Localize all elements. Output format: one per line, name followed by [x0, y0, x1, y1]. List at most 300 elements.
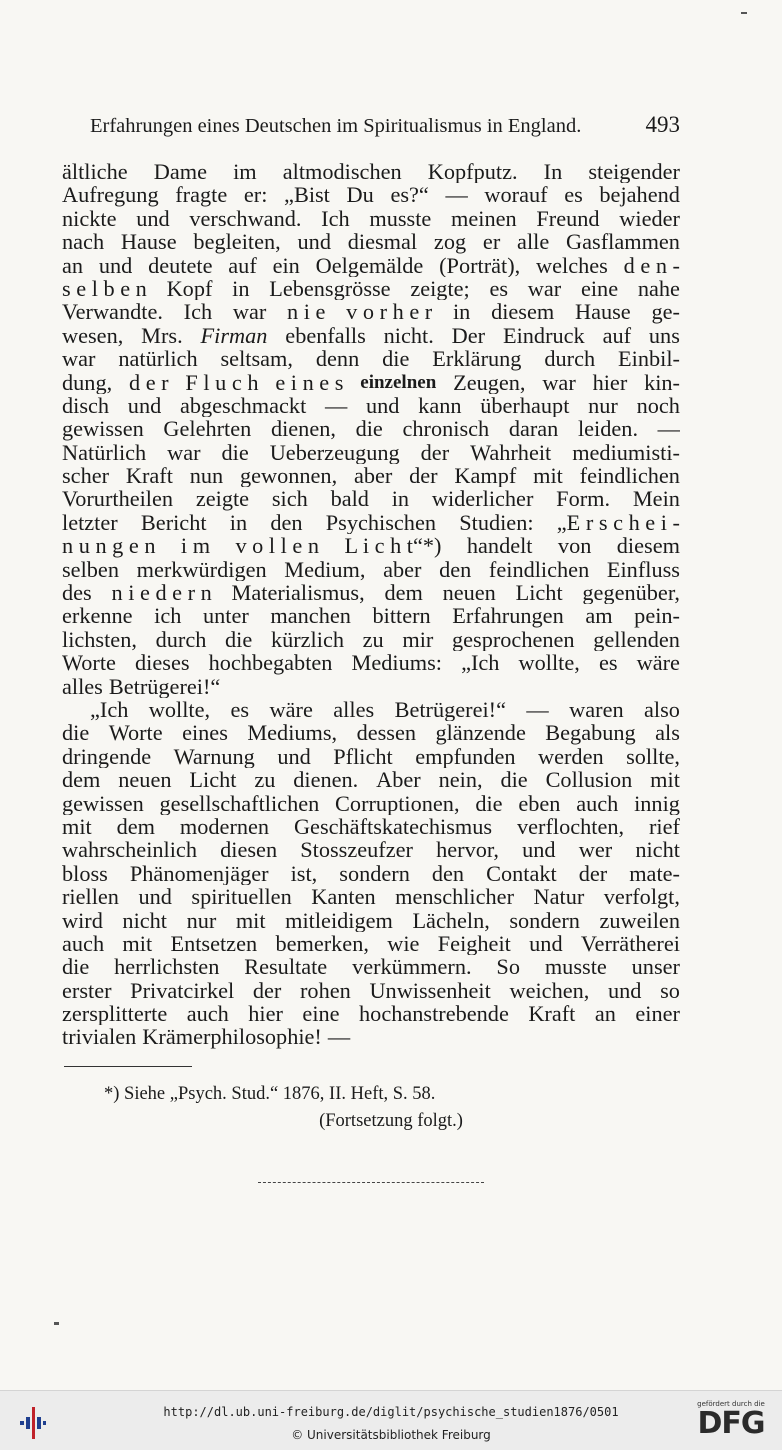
word: handelt	[466, 534, 533, 558]
word: Unwissenheit	[369, 978, 491, 1003]
word: hervor,	[436, 838, 499, 862]
word: eine	[580, 276, 619, 301]
word: und	[608, 978, 642, 1003]
word: den	[431, 861, 465, 886]
word: und	[529, 931, 563, 956]
word: F l u c h	[185, 370, 259, 394]
word: Begabung	[545, 721, 636, 745]
word: eines	[182, 721, 228, 745]
word: alle	[517, 230, 550, 254]
word: Mein	[632, 487, 680, 511]
word: „E r s c h e i -	[556, 510, 680, 535]
word: wer	[578, 838, 613, 862]
text-line	[62, 604, 680, 627]
word: im	[233, 160, 257, 184]
word: noch	[636, 393, 680, 418]
word: dienen.	[293, 768, 359, 792]
word: so	[660, 978, 680, 1003]
word: eine	[302, 1002, 340, 1026]
word: modernen	[179, 814, 270, 839]
word: Verrätherei	[580, 931, 680, 956]
text-line	[62, 558, 680, 581]
text-line	[62, 487, 680, 510]
word: v o l l e n	[235, 534, 320, 558]
word: scher	[62, 464, 110, 488]
word: daran	[508, 417, 559, 441]
word: dringende	[62, 744, 152, 769]
word: spirituellen	[191, 885, 292, 909]
word: Form.	[556, 487, 611, 511]
word: altmodischen	[282, 160, 402, 184]
word: Betrügerei!“	[108, 674, 221, 698]
word: (Porträt),	[439, 253, 521, 277]
dfg-caption: gefördert durch die	[697, 1400, 765, 1408]
word: Wahrheit	[470, 440, 552, 465]
word: seltsam,	[220, 347, 293, 371]
word: nein,	[438, 768, 483, 792]
word: worauf	[484, 183, 548, 207]
word: Feigheit	[437, 931, 511, 956]
word: Entsetzen	[170, 931, 258, 956]
word: mate-	[629, 861, 680, 886]
word: „Ich	[90, 697, 129, 722]
word: neuen	[442, 581, 496, 605]
text-line	[62, 183, 680, 206]
word: —	[327, 1025, 351, 1049]
word: Stosszeufzer	[300, 838, 413, 862]
word: zeigte;	[410, 276, 470, 301]
word: pein-	[634, 604, 680, 628]
word: uns	[648, 323, 680, 348]
word: s e l b e n	[62, 276, 147, 301]
word: hier	[248, 1002, 283, 1026]
word: diesmal	[347, 230, 418, 254]
word: verschwand.	[189, 206, 302, 231]
word: es?“	[390, 183, 429, 207]
word: nicht.	[383, 323, 434, 348]
word: dienen,	[270, 417, 336, 441]
word: bloss	[62, 861, 108, 886]
text-line	[62, 628, 680, 651]
word: gellenden	[593, 627, 680, 652]
word: n i e d e r n	[111, 581, 212, 605]
word: —	[526, 697, 549, 722]
word: war	[167, 440, 201, 465]
end-rule	[258, 1182, 484, 1184]
word: Licht	[515, 581, 563, 605]
word: wäre	[269, 697, 313, 722]
word: und	[98, 253, 133, 277]
word: —	[324, 393, 348, 418]
word: lichsten,	[62, 627, 137, 652]
word: in	[391, 487, 410, 511]
page-number: 493	[645, 112, 680, 137]
word: nach	[62, 230, 105, 254]
word: war	[542, 370, 576, 394]
word: und	[138, 885, 172, 909]
word: welches	[536, 253, 608, 277]
word: Contakt	[486, 861, 557, 886]
word: fragte	[175, 183, 228, 207]
word: Krämerphilosophie!	[142, 1025, 322, 1049]
word: den	[270, 510, 303, 535]
word: dessen	[356, 721, 417, 745]
word: Hause	[120, 230, 177, 254]
word: d e r	[128, 370, 169, 394]
word: wieder	[619, 206, 680, 231]
text-line	[62, 394, 680, 417]
word: alles	[333, 697, 375, 722]
word: widerlicher	[431, 487, 534, 511]
word: sondern	[509, 908, 580, 932]
word: auch	[576, 791, 619, 815]
word: Corruptionen,	[335, 791, 460, 815]
word: die	[382, 347, 410, 371]
word: innig	[634, 791, 680, 815]
word: ge-	[651, 300, 680, 324]
word: dem	[62, 768, 101, 792]
text-line	[62, 534, 680, 557]
word: Kraft	[528, 1002, 576, 1026]
word: Ich	[321, 206, 350, 231]
word: Lebensgrösse	[269, 276, 391, 301]
word: d e n -	[623, 253, 680, 277]
word: bemerken,	[275, 931, 369, 956]
word: kann	[418, 393, 462, 418]
word: und	[366, 393, 400, 418]
word: ist,	[290, 861, 318, 886]
word: gewonnen,	[239, 464, 338, 488]
word: e i n e s	[275, 370, 344, 394]
text-line	[62, 721, 680, 744]
word: Pflicht	[333, 744, 393, 769]
word: es	[230, 697, 250, 722]
scan-mark	[741, 12, 747, 14]
word: In	[543, 160, 563, 184]
word: und	[522, 838, 556, 862]
word: neuen	[118, 768, 172, 792]
text-line	[62, 417, 680, 440]
word: der	[420, 440, 450, 465]
text-line	[62, 932, 680, 955]
footnote-rule	[64, 1066, 192, 1067]
word: —	[445, 183, 468, 207]
word: Natürlich	[62, 440, 147, 465]
word: rohen	[300, 978, 351, 1003]
word: verflochten,	[516, 814, 625, 839]
word: einzelnen	[360, 371, 437, 393]
text-line	[62, 862, 680, 885]
word: bejahend	[599, 183, 680, 207]
word: mediumisti-	[572, 440, 680, 465]
word: Mediums,	[247, 721, 338, 745]
word: an	[594, 1002, 616, 1026]
word: Phänomenjäger	[129, 861, 269, 886]
word: ein	[272, 253, 300, 277]
word: musste	[369, 206, 432, 231]
word: waren	[569, 697, 624, 722]
text-line	[62, 792, 680, 815]
word: Kanten	[311, 885, 376, 909]
word: also	[644, 697, 680, 722]
word: nur	[186, 908, 217, 932]
text-line	[62, 464, 680, 487]
word: Geschäftskatechismus	[293, 814, 493, 839]
word: am	[585, 604, 613, 628]
word: disch	[62, 393, 110, 418]
word: sollte,	[626, 744, 680, 769]
word: in	[229, 510, 248, 535]
word: zog	[433, 230, 467, 254]
word: Du	[346, 183, 374, 207]
word: riellen	[62, 885, 119, 909]
text-line	[62, 1002, 680, 1025]
word: der	[252, 978, 282, 1003]
word: leiden.	[577, 417, 639, 441]
word: dung,	[62, 370, 113, 394]
copyright-notice: © Universitätsbibliothek Freiburg	[291, 1428, 491, 1442]
word: die	[62, 955, 90, 979]
text-line	[62, 675, 680, 698]
word: die	[221, 440, 249, 465]
word: Freund	[536, 206, 600, 231]
word: an	[62, 253, 84, 277]
word: Vorurtheilen	[62, 487, 174, 511]
word: Dame	[153, 160, 207, 184]
word: verkümmern.	[352, 955, 472, 979]
word: mit	[533, 464, 563, 488]
word: zu	[254, 768, 276, 792]
running-title: Erfahrungen eines Deutschen im Spiritualismus in England.	[90, 115, 582, 137]
word: er	[482, 230, 501, 254]
word: gewissen	[62, 417, 144, 441]
word: wollte,	[518, 651, 580, 675]
word: auf	[228, 253, 257, 277]
word: nun	[189, 464, 224, 488]
word: mir	[402, 627, 434, 652]
text-line	[62, 979, 680, 1002]
word: trivialen	[62, 1025, 137, 1049]
word: erkenne	[62, 604, 133, 628]
running-head	[90, 112, 680, 140]
word: auch	[186, 1002, 229, 1026]
word: durch	[155, 627, 207, 652]
word: deutete	[148, 253, 213, 277]
text-line	[62, 160, 680, 183]
word: aber	[353, 464, 393, 488]
word: feindlichen	[488, 557, 590, 582]
word: letzter	[62, 510, 118, 535]
word: Licht	[189, 768, 237, 792]
word: Collusion	[545, 768, 633, 792]
word: überhaupt	[480, 393, 570, 418]
continuation-text: (Fortsetzung folgt.)	[319, 1111, 463, 1131]
word: es	[564, 183, 583, 207]
word: Einfluss	[606, 557, 680, 582]
word: gewissen	[62, 791, 144, 815]
word: zu	[362, 627, 384, 652]
word: ebenfalls	[285, 323, 366, 348]
text-line	[62, 511, 680, 534]
word: Kraft	[125, 464, 173, 488]
text-line	[62, 371, 680, 394]
word: Betrügerei!“	[394, 697, 506, 722]
word: nicht	[122, 908, 168, 932]
word: Eindruck	[502, 323, 585, 348]
word: natürlich	[118, 347, 198, 371]
word: eben	[518, 791, 561, 815]
word: die	[225, 627, 253, 652]
word: Aufregung	[62, 183, 159, 207]
word: Mrs.	[141, 323, 183, 348]
continuation-note	[0, 1111, 782, 1132]
word: weichen,	[509, 978, 590, 1003]
word: manchen	[270, 604, 351, 628]
text-line	[62, 698, 680, 721]
word: selben	[62, 557, 119, 582]
word: bittern	[372, 604, 431, 628]
word: mit	[122, 931, 153, 956]
word: Kampf	[454, 464, 517, 488]
word: mitleidigem	[285, 908, 393, 932]
word: den	[439, 557, 472, 582]
word: Einbil-	[618, 347, 680, 371]
word: sich	[271, 487, 308, 511]
word: „Bist	[284, 183, 330, 207]
word: aber	[383, 557, 422, 582]
word: Firman	[200, 323, 268, 348]
word: diesem	[491, 300, 555, 324]
word: als	[655, 721, 680, 745]
word: —	[657, 417, 680, 441]
footer-bar	[0, 1390, 782, 1450]
word: einer	[635, 1002, 680, 1026]
word: Gelehrten	[163, 417, 252, 441]
word: in	[452, 300, 471, 324]
word: n u n g e n	[62, 534, 156, 558]
word: durch	[544, 347, 596, 371]
word: steigender	[588, 160, 680, 184]
word: i m	[180, 534, 211, 558]
word: empfunden	[415, 744, 516, 769]
dfg-logo: DFG	[697, 1406, 765, 1441]
word: sondern	[339, 861, 410, 886]
word: die	[62, 721, 90, 745]
word: hochbegabten	[208, 651, 333, 675]
word: unter	[203, 604, 249, 628]
word: Natur	[533, 885, 585, 909]
text-line	[62, 300, 680, 323]
text-line	[62, 207, 680, 230]
word: auch	[62, 931, 105, 956]
word: diesem	[616, 534, 680, 558]
word: Mediums:	[351, 651, 442, 675]
word: begleiten,	[193, 230, 281, 254]
word: mit	[650, 768, 680, 792]
word: die	[500, 768, 528, 792]
word: Worte	[108, 721, 163, 745]
word: auf	[602, 323, 632, 348]
word: wie	[387, 931, 420, 956]
word: hier	[592, 370, 628, 394]
word: Bericht	[140, 510, 207, 535]
text-line	[62, 230, 680, 253]
word: denn	[315, 347, 360, 371]
word: merkwürdigen	[136, 557, 267, 582]
word: kin-	[644, 370, 680, 394]
text-line	[62, 838, 680, 861]
word: werden	[538, 744, 604, 769]
word: Verwandte.	[62, 300, 163, 324]
word: Lächeln,	[412, 908, 490, 932]
word: meinen	[451, 206, 517, 231]
word: Warnung	[173, 744, 255, 769]
word: der	[409, 464, 438, 488]
word: und	[136, 206, 170, 231]
word: war	[527, 276, 562, 301]
word: bald	[330, 487, 369, 511]
word: Medium,	[284, 557, 366, 582]
word: es	[489, 276, 509, 301]
word: Oelgemälde	[315, 253, 424, 277]
word: abgeschmackt	[179, 393, 307, 418]
word: in	[232, 276, 250, 301]
document-url-link[interactable]: http://dl.ub.uni-freiburg.de/diglit/psychische_studien1876/0501	[163, 1405, 619, 1419]
word: der	[578, 861, 608, 886]
word: mit	[235, 908, 266, 932]
word: Privatcirkel	[130, 978, 235, 1003]
word: Hause	[574, 300, 631, 324]
word: „Ich	[461, 651, 500, 675]
text-line	[62, 441, 680, 464]
word: hochanstrebende	[359, 1002, 509, 1026]
word: nahe	[637, 276, 680, 301]
word: ich	[154, 604, 182, 628]
word: Psychischen	[325, 510, 436, 535]
word: Aber	[376, 768, 421, 792]
word: wird	[62, 908, 103, 932]
dfg-funding-badge	[690, 1400, 772, 1444]
text-line	[62, 254, 680, 277]
word: zuweilen	[599, 908, 680, 932]
word: nickte	[62, 206, 117, 231]
text-line	[62, 745, 680, 768]
word: die	[355, 417, 383, 441]
word: Ueberzeugung	[269, 440, 400, 465]
word: von	[557, 534, 592, 558]
scan-mark-left	[54, 1322, 59, 1325]
word: und	[127, 393, 162, 418]
word: n i e	[287, 300, 326, 324]
word: musste	[544, 955, 607, 979]
text-line	[62, 347, 680, 370]
text-line	[62, 909, 680, 932]
word: und	[277, 744, 311, 769]
word: Kopf	[166, 276, 213, 301]
word: zeigte	[195, 487, 250, 511]
word: erster	[62, 978, 112, 1003]
word: wollte,	[148, 697, 211, 722]
word: nicht	[635, 838, 680, 862]
word: wäre	[636, 651, 680, 675]
word: Materialismus,	[231, 581, 365, 605]
word: mit	[62, 814, 92, 839]
word: Ich	[183, 300, 213, 324]
word: L i c h t“*)	[344, 534, 442, 558]
word: es	[598, 651, 618, 675]
word: Studien:	[459, 510, 534, 535]
word: gesprochenen	[451, 627, 575, 652]
